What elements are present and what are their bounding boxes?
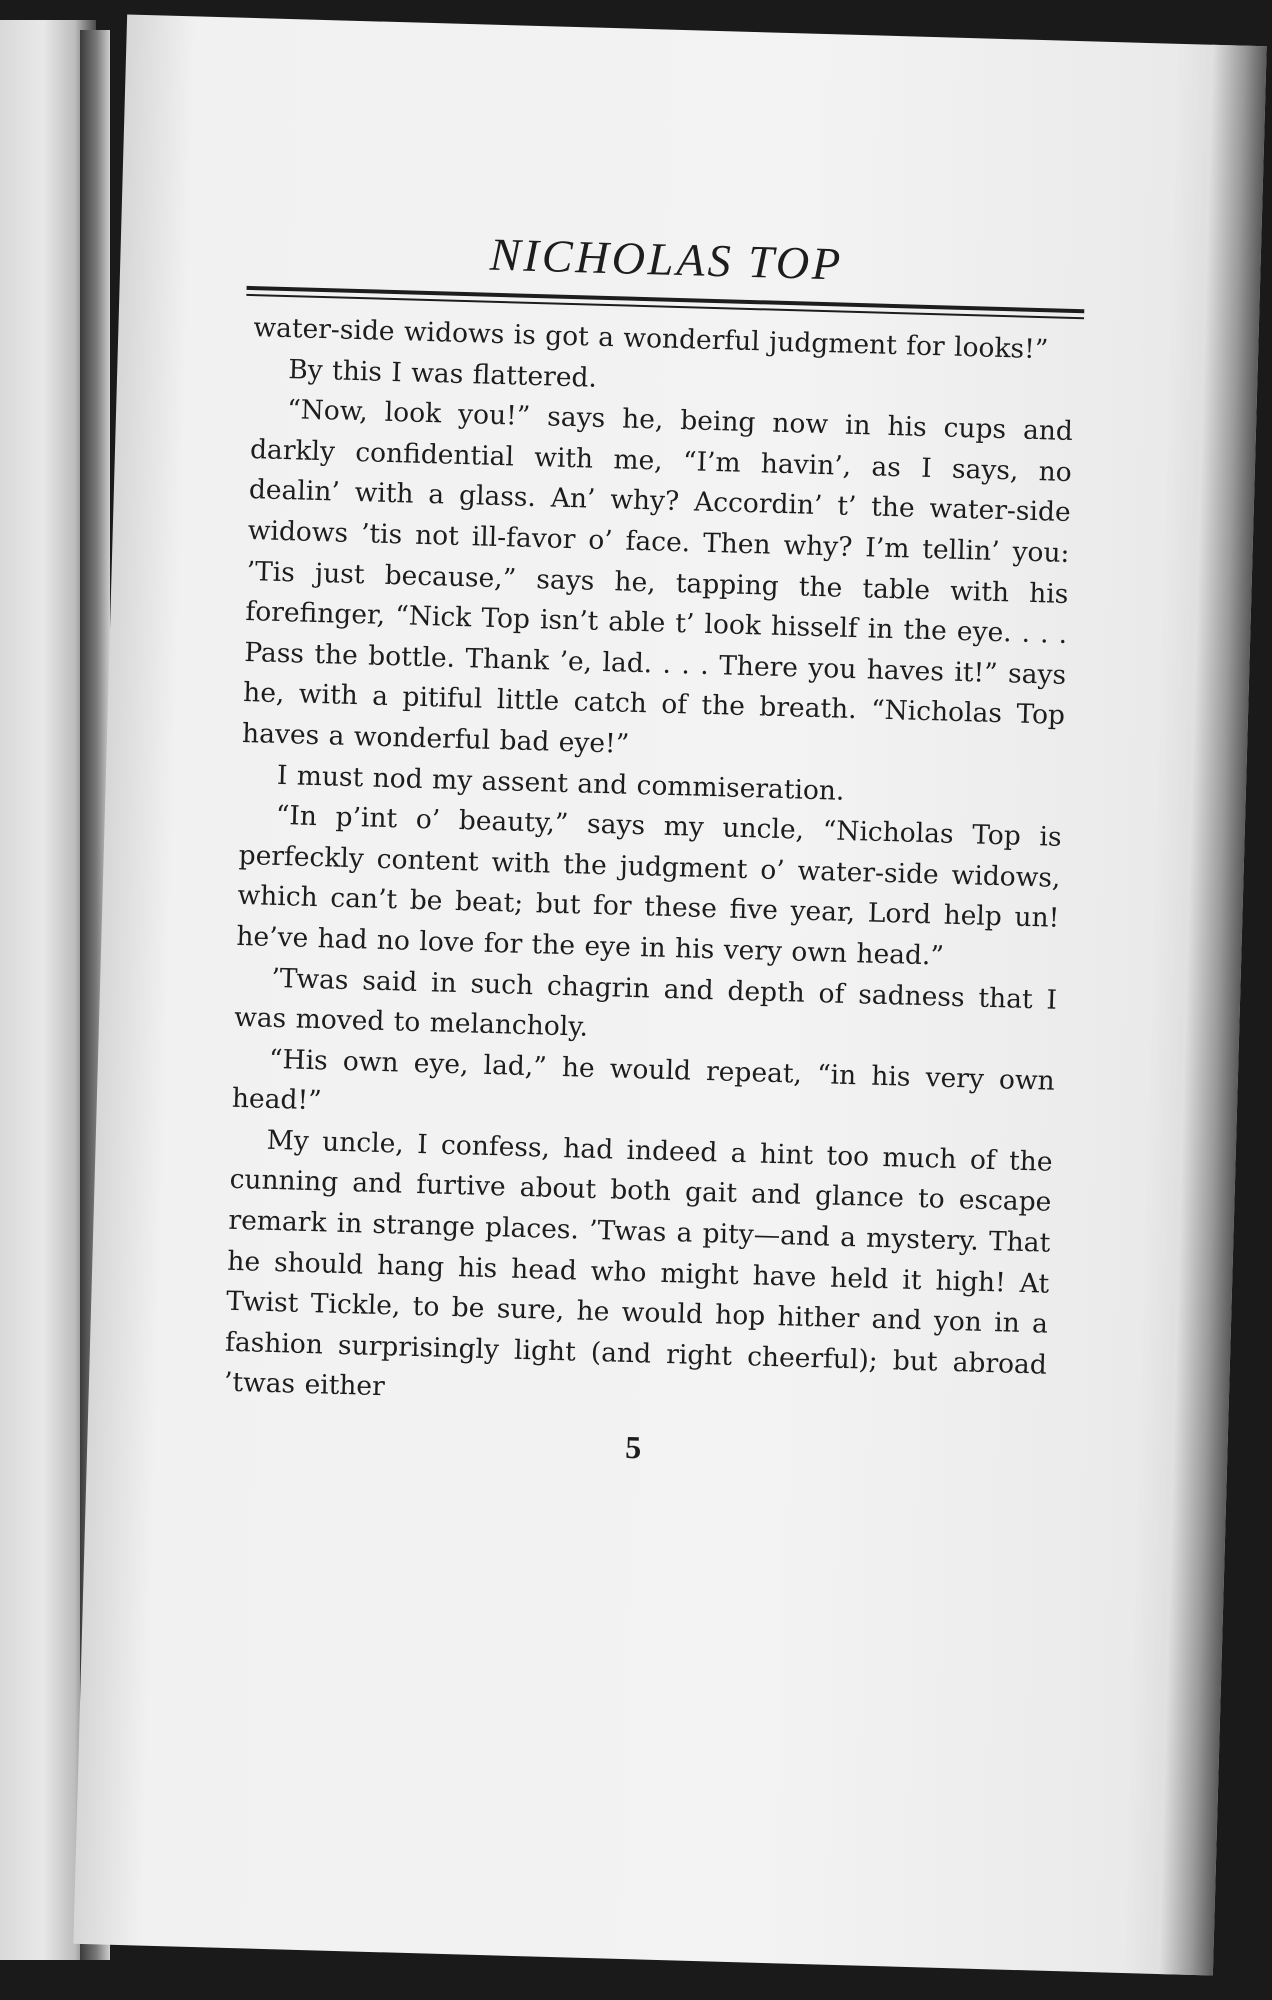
body-text (223, 308, 1075, 1427)
paragraph: water-side widows is got a wonderful judgment for looks!” (253, 312, 1049, 366)
paragraph: “Now, look you!” says he, being now in his cups and darkly confidential with me, “I’m havin’, as I says, no dealin’ with a glass. An’ why? Accordin’ t’ the water-side widows ’tis not ill-favor o’ face. Then why? I’m tellin’ you: ’Tis just because,” says he, tapping the table with his forefinger, “Nick Top isn’t able t’ look hisself in the eye. . . . Pass the bottle. Thank ’e, lad. . . . There you haves it!” says he, with a pitiful little catch of the breath. “Nicholas Top haves a wonderful bad eye!” (241, 394, 1074, 760)
paragraph: “His own eye, lad,” he would repeat, “in his very own head!” (231, 1043, 1056, 1117)
book-page (73, 14, 1266, 1975)
page-content (222, 218, 1078, 1478)
paragraph: I must nod my assent and commiseration. (276, 759, 845, 807)
paragraph: “In p’int o’ beauty,” says my uncle, “Nicholas Top is perfeckly content with the judgment o’ water-side widows, which can’t be beat; but for these five year, Lord help un! he’ve had no love for the eye in his very own head.” (236, 800, 1062, 972)
paragraph: My uncle, I confess, had indeed a hint too much of the cunning and furtive about both gait and glance to escape remark in strange places. ’Twas a pity—and a mystery. That he should hang his head who might have held it high! At Twist Tickle, to be sure, he would hop hither and yon in a fashion surprisingly light (and right cheerful); but abroad ’twas either (223, 1124, 1053, 1403)
paragraph: ’Twas said in such chagrin and depth of sadness that I was moved to melancholy. (233, 962, 1058, 1043)
running-head: NICHOLAS TOP (489, 228, 844, 290)
page-stack-edge (1158, 45, 1267, 1976)
paragraph: By this I was flattered. (287, 353, 598, 394)
page-number: 5 (624, 1428, 642, 1466)
